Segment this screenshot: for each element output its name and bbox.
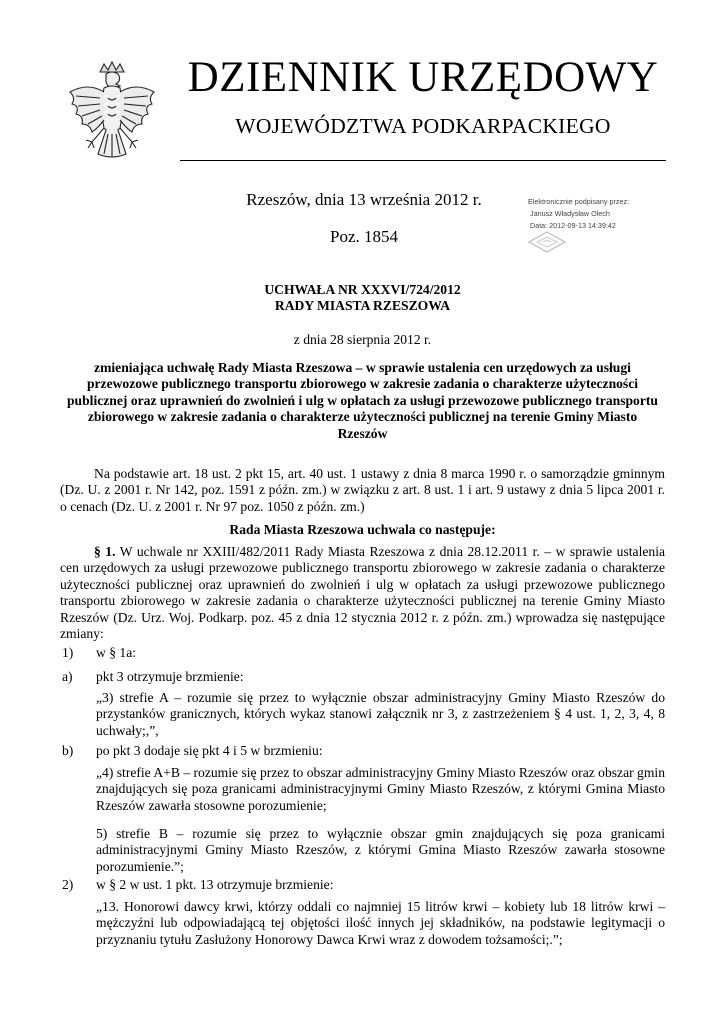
paragraph-1-text: W uchwale nr XXIII/482/2011 Rady Miasta Rzeszowa z dnia 28.12.2011 r. – w sprawie ustalenia cen urzędowych za usługi przewozowe publicznego transportu zbiorowego w zakresie zadania o charakterze użyteczności publicznej oraz uprawnień do zwolnień i ulg w opłatach za usługi przewozowe publicznego transportu zbiorowego w zakresie zadania o charakterze użyteczności publicznej na terenie Gminy Miasto Rzeszów (Dz. Urz. Woj. Podkarp. poz. 45 z dnia 12 stycznia 2012 r. z późn. zm.) wprowadza się następujące zmiany:: [60, 544, 665, 642]
item-a-label: a): [62, 669, 73, 684]
header-divider: [180, 160, 666, 161]
quote-a: „3) strefie A – rozumie się przez to wyłącznie obszar administracyjny Gminy Miasto Rzeszów do przystanków granicznych, których wykaz stanowi załącznik nr 3, z zastrzeżeniem § 4 ust. 1, 2, 3, 4, 8 uchwały;,”,: [96, 690, 665, 738]
resolution-number: UCHWAŁA NR XXXVI/724/2012: [264, 282, 461, 297]
journal-subtitle: WOJEWÓDZTWA PODKARPACKIEGO: [235, 114, 611, 138]
quote-b-point-5: 5) strefie B – rozumie się przez to wyłącznie obszar gmin znajdujących się poza granicami administracyjnymi Gminy Miasto Rzeszów, z którymi Gmina Miasto Rzeszów zawarła stosowne porozumienie.”;: [96, 826, 665, 874]
item-2-label: 2): [62, 877, 74, 892]
item-b-text: po pkt 3 dodaje się pkt 4 i 5 w brzmieniu:: [96, 743, 323, 758]
paragraph-1-label: § 1.: [94, 544, 116, 559]
legal-basis-paragraph: Na podstawie art. 18 ust. 2 pkt 15, art. 40 ust. 1 ustawy z dnia 8 marca 1990 r. o samorządzie gminnym (Dz. U. z 2001 r. Nr 142, poz. 1591 z późn. zm.) w związku z art. 8 ust. 1 i art. 9 ustawy z dnia 5 lipca 2001 r. o cenach (Dz. U. z 2001 r. Nr 97 poz. 1050 z późn. zm.): [60, 466, 665, 514]
signature-line-1: Elektronicznie podpisany przez:: [528, 197, 630, 206]
signature-line-2: Janusz Władysław Olech: [530, 209, 610, 218]
paragraph-1: [60, 544, 665, 642]
item-2-text: w § 2 w ust. 1 pkt. 13 otrzymuje brzmienie:: [96, 877, 334, 892]
journal-title: DZIENNIK URZĘDOWY: [187, 54, 659, 101]
resolution-subject: zmieniająca uchwałę Rady Miasta Rzeszowa – w sprawie ustalenia cen urzędowych za usługi przewozowe publicznego transportu zbiorowego w zakresie zadania o charakterze użyteczności publicznej oraz uprawnień do zwolnień i ulg w opłatach za usługi przewozowe publicznego transportu zbiorowego w zakresie zadania o charakterze użyteczności publicznej na terenie Gminy Miasto Rzeszów: [67, 360, 658, 441]
resolution-date: z dnia 28 sierpnia 2012 r.: [293, 332, 432, 347]
item-a-text: pkt 3 otrzymuje brzmienie:: [96, 669, 244, 684]
item-1-label: 1): [62, 645, 74, 660]
electronic-signature: [528, 196, 688, 232]
coat-of-arms-eagle-icon: [62, 58, 162, 178]
resolves-heading: Rada Miasta Rzeszowa uchwala co następuje:: [229, 522, 496, 537]
signature-stamp-icon: [527, 230, 567, 254]
item-1-text: w § 1a:: [96, 645, 137, 660]
item-b-label: b): [62, 743, 74, 758]
publication-date: Rzeszów, dnia 13 września 2012 r.: [246, 190, 482, 209]
signature-line-3: Data: 2012-09-13 14:39:42: [530, 221, 616, 230]
quote-2: „13. Honorowi dawcy krwi, którzy oddali co najmniej 15 litrów krwi – kobiety lub 18 litrów krwi – mężczyźni lub odpowiadającą tej objętości ilość innych jej składników, na podstawie legitymacji o przyznaniu tytułu Zasłużony Honorowy Dawca Krwi wraz z dowodem tożsamości;.”;: [96, 899, 665, 947]
resolution-body: RADY MIASTA RZESZOWA: [274, 298, 451, 313]
position-number: Poz. 1854: [330, 227, 398, 246]
quote-b-point-4: „4) strefie A+B – rozumie się przez to obszar administracyjny Gminy Miasto Rzeszów oraz obszar gmin znajdujących się poza granicami administracyjnymi Gminy Miasto Rzeszów, z którymi Gmina Miasto Rzeszów zawarła stosowne porozumienie;: [96, 765, 665, 813]
